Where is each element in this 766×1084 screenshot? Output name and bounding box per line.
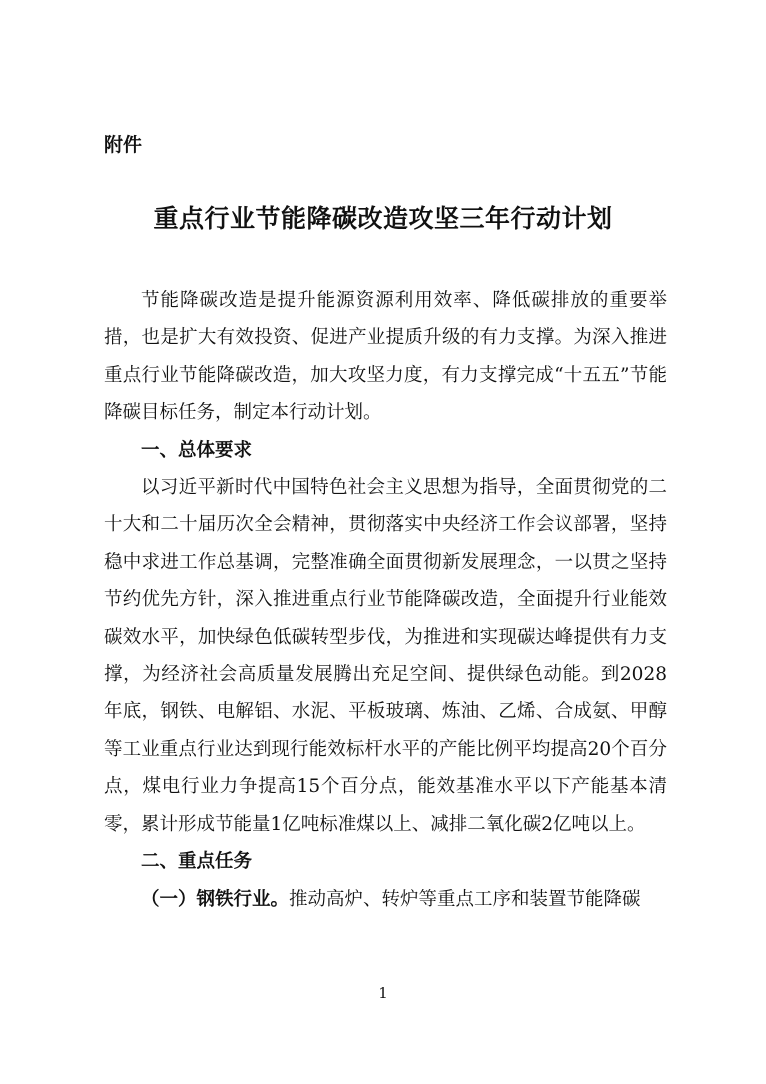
- intro-paragraph: 节能降碳改造是提升能源资源利用效率、降低碳排放的重要举措，也是扩大有效投资、促进产业提质升级的有力支撑。为深入推进重点行业节能降碳改造，加大攻坚力度，有力支撑完成“十五五”节能降碳目标任务，制定本行动计划。: [104, 290, 667, 424]
- steel-industry-lead: （一）钢铁行业。: [141, 888, 290, 910]
- document-body: [104, 282, 667, 918]
- attachment-label: 附件: [104, 134, 143, 156]
- general-requirements-paragraph: 以习近平新时代中国特色社会主义思想为指导，全面贯彻党的二十大和二十届历次全会精神，贯彻落实中央经济工作会议部署，坚持稳中求进工作总基调，完整准确全面贯彻新发展理念，一以贯之坚持节约优先方针，深入推进重点行业节能降碳改造，全面提升行业能效碳效水平，加快绿色低碳转型步伐，为推进和实现碳达峰提供有力支撑，为经济社会高质量发展腾出充足空间、提供绿色动能。到2028年底，钢铁、电解铝、水泥、平板玻璃、炼油、乙烯、合成氨、甲醇等工业重点行业达到现行能效标杆水平的产能比例平均提高20个百分点，煤电行业力争提高15个百分点，能效基准水平以下产能基本清零，累计形成节能量1亿吨标准煤以上、减排二氧化碳2亿吨以上。: [104, 477, 667, 835]
- section-heading-general-requirements: 一、总体要求: [141, 439, 253, 461]
- page-number: 1: [378, 984, 388, 1002]
- steel-industry-text: 推动高炉、转炉等重点工序和装置节能降碳: [289, 888, 641, 910]
- steel-industry-paragraph: [104, 881, 667, 918]
- document-title: 重点行业节能降碳改造攻坚三年行动计划: [153, 204, 613, 233]
- section-heading-key-tasks: 二、重点任务: [141, 851, 253, 873]
